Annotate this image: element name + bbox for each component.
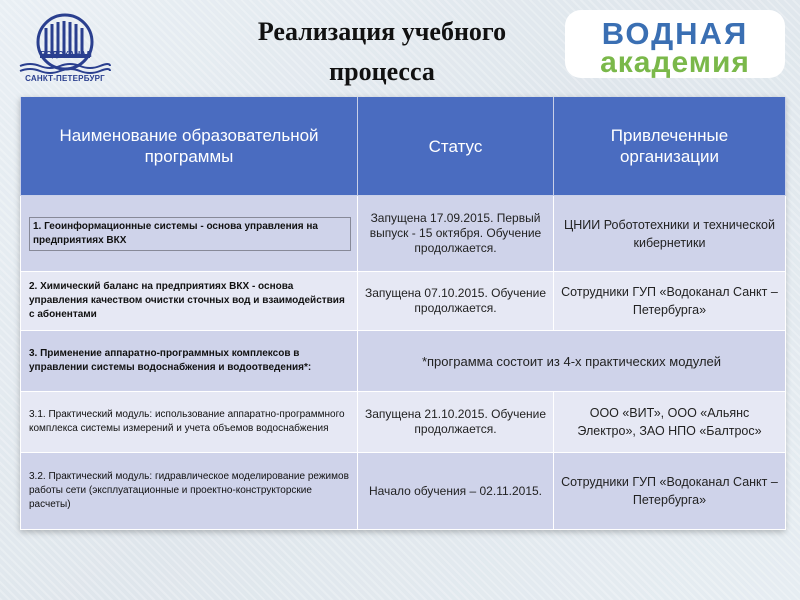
table-row [21, 272, 786, 331]
status-cell: Запущена 07.10.2015. Обучение продолжается. [358, 272, 554, 331]
orgs-cell: Сотрудники ГУП «Водоканал Санкт – Петербурга» [554, 453, 786, 530]
logo-right-line1: ВОДНАЯ [601, 16, 749, 51]
page-title [212, 12, 552, 92]
program-cell: 2. Химический баланс на предприятиях ВКХ - основа управления качеством очистки сточных вод и взаимодействия с абонентами [21, 272, 358, 331]
program-cell [21, 196, 358, 272]
table-row [21, 331, 786, 392]
status-cell: Запущена 17.09.2015. Первый выпуск - 15 октября. Обучение продолжается. [358, 196, 554, 272]
program-text: 1. Геоинформационные системы - основа управления на предприятиях ВКХ [29, 217, 351, 251]
merged-note-cell: *программа состоит из 4-х практических модулей [358, 331, 786, 392]
header [0, 0, 800, 92]
header-program: Наименование образовательной программы [21, 97, 358, 196]
program-cell: 3. Применение аппаратно-программных комплексов в управлении системы водоснабжения и водоотведения*: [21, 331, 358, 392]
vodnaya-akademiya-logo [565, 10, 785, 78]
programs-table [20, 97, 785, 530]
table-row [21, 196, 786, 272]
table-row [21, 392, 786, 453]
vodokanal-city-text: САНКТ-ПЕТЕРБУРГ [25, 74, 105, 83]
page-title-line2: процесса [329, 57, 435, 86]
program-cell: 3.2. Практический модуль: гидравлическое моделирование режимов работы сети (эксплуатационные и проектно-конструкторские расчеты) [21, 453, 358, 530]
header-status: Статус [358, 97, 554, 196]
orgs-cell: Сотрудники ГУП «Водоканал Санкт – Петербурга» [554, 272, 786, 331]
program-cell: 3.1. Практический модуль: использование аппаратно-программного комплекса системы измерений и учета объемов водоснабжения [21, 392, 358, 453]
status-cell: Начало обучения – 02.11.2015. [358, 453, 554, 530]
vodokanal-brand-text: ВОДОКАНАЛ [40, 50, 92, 59]
status-cell: Запущена 21.10.2015. Обучение продолжается. [358, 392, 554, 453]
table-row [21, 453, 786, 530]
vodokanal-logo [6, 8, 124, 88]
orgs-cell: ЦНИИ Робототехники и технической кибернетики [554, 196, 786, 272]
table-header-row [21, 97, 786, 196]
header-orgs: Привлеченные организации [554, 97, 786, 196]
page-title-line1: Реализация учебного [257, 17, 507, 46]
logo-right-line2: академия [600, 46, 750, 79]
orgs-cell: ООО «ВИТ», ООО «Альянс Электро», ЗАО НПО «Балтрос» [554, 392, 786, 453]
